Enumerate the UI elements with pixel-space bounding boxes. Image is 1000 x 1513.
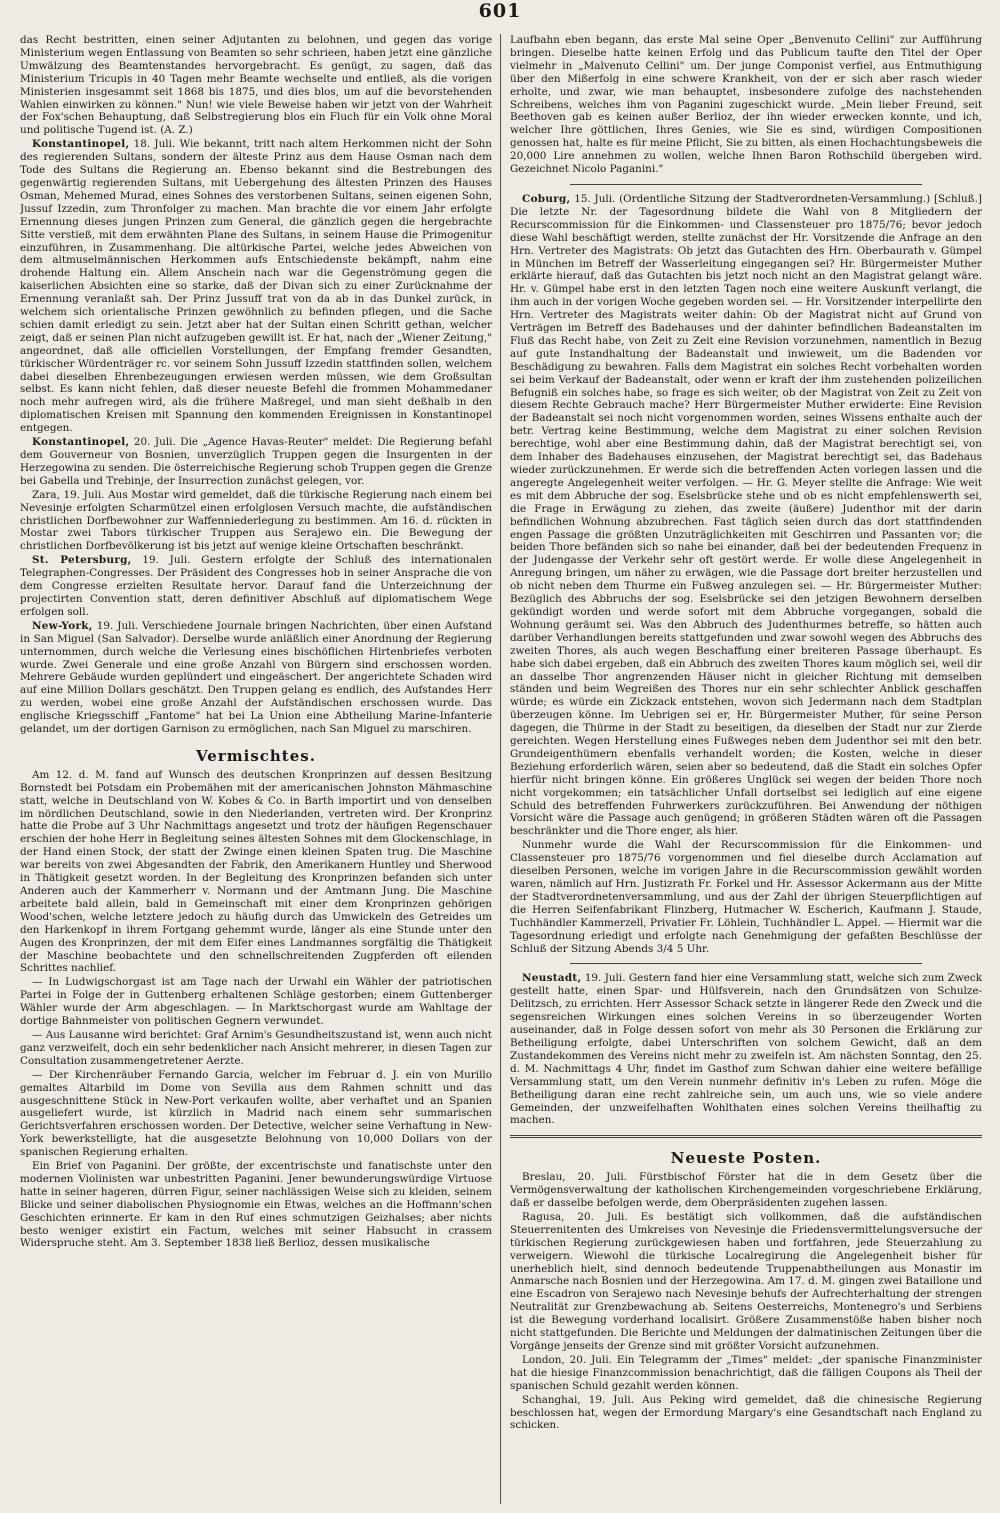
divider (510, 1135, 982, 1138)
dateline: Konstantinopel, (32, 436, 130, 449)
article-text: 19. Juli. Gestern fand hier eine Versammlung statt, welche sich zum Zweck gestellt hatte, einen Spar- und Hülfsverein, nach den Grundsätzen von Schulze-Delitzsch, zu errichten. Herr Assessor Schack setzte in längerer Rede den Zweck und die segensreichen Wirkungen eines solchen Vereins in so überzeugender Worten auseinander, daß in Folge dessen sofort von mehr als 30 Personen die Erklärung zur Betheiligung erfolgte, dabei Unterschriften von solchem Gewicht, daß an dem Zustandekommen des Vereins nicht mehr zu zweifeln ist. Am nächsten Sonntag, den 25. d. M. Nachmittags 4 Uhr, findet im Gasthof zum Schwan dahier eine weitere befällige Versammlung statt, um den Verein nunmehr definitiv in's Leben zu rufen. Möge die Betheiligung daran eine recht zahlreiche sein, um auch uns, wie so viele andere Gemeinden, der unzweifelhaften Wohlthaten eines solchen Vereins theilhaftig zu machen. (510, 972, 982, 1127)
article-paragraph: — In Ludwigschorgast ist am Tage nach der Urwahl ein Wähler der patriotischen Partei in Folge der in Guttenberg erhaltenen Schläge gestorben; einem Guttenberger Wähler wurde der Arm abgeschlagen. — In Marktschorgast wurde am Wahltage der dortige Bahnmeister von politischen Gegnern verwundet. (20, 976, 492, 1028)
right-column (501, 34, 982, 1504)
article-text: 18. Juli. Wie bekannt, tritt nach altem Herkommen nicht der Sohn des regierenden Sultans, sondern der älteste Prinz aus dem Hause Osman nach dem Tode des Sultans die Regierung an. Ebenso bekannt sind die Bestrebungen des gegenwärtig regierenden Sultans, mit Uebergehung des ältesten Prinzen des Hauses Osman, Mehemed Murad, eines Sohnes des verstorbenen Sultans, seinen eigenen Sohn, Jussuf Izzedin, zum Thronfolger zu machen. Man brachte die vor einem Jahr erfolgte Ernennung dieses jungen Prinzen zum General, die gänzlich gegen die hergebrachte Sitte verstieß, mit dem erwähnten Plane des Sultans, in seinem Hause die Primogenitur einzuführen, in Zusammenhang. Die altürkische Partei, welche jedes Abweichen von dem altmuselmännischen Herkommen aufs Entschiedenste bekämpft, nahm eine drohende Haltung ein. Allem Anschein nach war die Gegenströmung gegen die kaiserlichen Absichten eine so starke, daß der Divan sich zu einer Zurücknahme der Ernennung veranlaßt sah. Der Prinz Jussuff trat von da ab in das Dunkel zurück, in welchem sich orientalische Prinzen gewöhnlich zu befinden pflegen, und die Sache schien damit erledigt zu sein. Jetzt aber hat der Sultan einen Schritt gethan, welcher zeigt, daß er seinen Plan nicht aufzugeben gewillt ist. Er hat, nach der „Wiener Zeitung," angeordnet, daß alle officiellen Vorstellungen, der Empfang fremder Gesandten, türkischer Würdenträger rc. vor seinem Sohn Jussuff Izzedin stattfinden sollen, welchem dabei dieselben Ehrenbezeugungen erwiesen werden müssen, wie dem Großsultan selbst. Es kann nicht fehlen, daß dieser neueste Befehl die frommen Mohammedaner noch mehr aufregen wird, als die frühere Maßregel, und man sieht deßhalb in den diplomatischen Kreisen mit Spannung den kommenden Ereignissen in Konstantinopel entgegen. (20, 138, 492, 435)
article-paragraph: Schanghai, 19. Juli. Aus Peking wird gemeldet, daß die chinesische Regierung beschlossen hat, wegen der Ermordung Margary's eine Gesandtschaft nach England zu schicken. (510, 1393, 982, 1432)
article-st-petersburg (20, 554, 492, 619)
dateline: St. Petersburg, (32, 554, 132, 567)
article-paragraph: London, 20. Juli. Ein Telegramm der „Times" meldet: „der spanische Finanzminister hat die hiesige Finanzcommission benachrichtigt, daß die fälligen Coupons als Theil der spanischen Schuld gezahlt werden können. (510, 1353, 982, 1392)
article-konstantinopel-2 (20, 436, 492, 488)
article-paragraph: das Recht bestritten, einen seiner Adjutanten zu belohnen, und gegen das vorige Ministerium wegen Entlassung von Beamten so sehr schrieen, haben jetzt eine gänzliche Umwälzung des Beamtenstandes hervorgebracht. Es genügt, zu sagen, daß das Ministerium Tricupis in 40 Tagen mehr Beamte wechselte und entließ, als die vorigen Ministerien insgesammt seit 1868 bis 1875, und dies blos, um auf die bevorstehenden Wahlen einwirken zu können." Nun! wie viele Beweise haben wir jetzt von der Wahrheit der Fox'schen Behauptung, daß Selbstregierung blos ein Fluch für ein Volk ohne Moral und politische Tugend ist. (A. Z.) (20, 34, 492, 137)
dateline: Neustadt, (522, 972, 582, 985)
article-text: 15. Juli. (Ordentliche Sitzung der Stadtverordneten-Versammlung.) [Schluß.] Die letzte Nr. der Tagesordnung bildete die Wahl von 8 Mitgliedern der Recurscommission für die Einkommen- und Classensteuer pro 1875/76; bevor jedoch diese Wahl beschäftigt werden, stellte zunächst der Hr. Vorsitzende die Anfrage an den Hrn. Vertreter des Magistrats: Ob jetzt das Gutachten des Hrn. Oberbaurath v. Gümpel in München im Betreff der Wasserleitung eingegangen sei? Hr. Bürgermeister Muther erklärte hierauf, daß das Gutachten bis jetzt noch nicht an den Magistrat gelangt wäre. Hr. v. Gümpel habe erst in den letzten Tagen noch eine weitere Auskunft verlangt, die ihm auch in der vorigen Woche gegeben worden sei. — Hr. Vorsitzender interpellirte den Hrn. Vertreter des Magistrats weiter dahin: Ob der Magistrat nicht auf Grund von Verträgen im Betreff des Badehauses und der dahinter befindlichen Badeanstalten im Fluß das Recht habe, von Zeit zu Zeit eine Revision vorzunehmen, namentlich in Bezug auf gute Instandhaltung der Badeanstalt und inwieweit, um die Badenden vor Beschädigung zu bewahren. Falls dem Magistrat ein solches Recht vorbehalten worden sei beim Verkauf der Badeanstalt, oder wenn er kraft der ihm zustehenden polizeilichen Befugniß ein solches habe, so frage es sich weiter, ob der Magistrat von Zeit zu Zeit von diesem Rechte Gebrauch mache? Herr Bürgermeister Muther erwiderte: Eine Revision der Badeanstalt sei noch nicht vorgenommen worden, seines Wissens enthalte auch der betr. Vertrag keine Bestimmung, welche dem Magistrat zu einer solchen Revision berechtige, wohl aber eine Bestimmung dahin, daß der Magistrat berechtigt sei, von dem Inhaber des Badehauses einzusehen, der Magistrat berechtigt sei, das Badehaus wieder zurückzunehmen. Er werde sich die betreffenden Acten vorlegen lassen und die angeregte Angelegenheit weiter verfolgen. — Hr. G. Meyer stellte die Anfrage: Wie weit es mit dem Abbruche der sog. Eselsbrücke stehe und ob es nicht empfehlenswerth sei, die Frage in Erwägung zu ziehen, das zweite (äußere) Judenthor mit der darin befindlichen Wohnung abzubrechen. Fast täglich seien durch das dort stattfindenden engen Passage die größten Unzuträglichkeiten mit Geschirren und Passanten vor; die beiden Thore befänden sich so nahe bei einander, daß bei der bedeutenden Frequenz in der Judengasse der Verkehr sehr oft gestört werde. Er wolle diese Angelegenheit in Anregung bringen, um näher zu erwägen, wie die Passage dort breiter herzustellen und ob nicht neben dem Thurme ein Fußweg anzulegen sei. — Hr. Bürgermeister Muther: Bezüglich des Abbruchs der sog. Eselsbrücke sei den jetzigen Bewohnern derselben gekündigt worden und werde sofort mit dem Abbruche vorgegangen, sobald die Wohnung geräumt sei. Was den Abbruch des Judenthurmes betreffe, so hätten auch darüber Verhandlungen bereits stattgefunden und zwar sowohl wegen des Abbruchs des zweiten Thores, als auch wegen Beschaffung einer breiteren Passage überhaupt. Es habe sich dabei ergeben, daß ein Abbruch des zweiten Thores kaum möglich sei, weil dir an dasselbe Thor angrenzenden Häuser nicht in gleicher Richtung mit demselben ständen und beim Wegreißen des Thores nur ein sehr schlechter Anblick geschaffen würde; es würde ein Zickzack entstehen, wovon sich Jedermann nach dem Stadtplan überzeugen könne. Im Uebrigen sei er, Hr. Bürgermeister Muther, für seine Person dagegen, die Thürme in der Stadt zu beseitigen, da dieselben der Stadt nur zur Zierde gereichten. Wegen Herstellung eines Fußweges neben dem Judenthor sei mit den betr. Grundeigenthümern ebenfalls verhandelt worden; die Kosten, welche in dieser Beziehung erforderlich wären, seien aber so bedeutend, daß die Stadt ein solches Opfer hierfür nicht bringen könne. Ein größeres Unglück sei wegen der beiden Thore noch nicht vorgekommen; ein tatsächlicher Unfall dortselbst sei lediglich auf eine eigene Schuld des betreffenden Fuhrwerkers zurückzuführen. Bei Anwendung der nöthigen Vorsicht wäre die Passage auch genügend; in größeren Städten wären oft die Passagen beschränkter und die Thore enger, als hier. (510, 192, 982, 838)
article-paragraph: Ein Brief von Paganini. Der größte, der excentrischste und fanatischste unter den modernen Violinisten war unbestritten Paganini. Jener bewunderungswürdige Virtuose hatte in seiner hageren, dürren Figur, seiner nachlässigen Weise sich zu kleiden, seinem Blicke und seiner diabolischen Physiognomie ein Etwas, welches an die Hoffmann'schen Geschichten erinnerte. Er kam in den Ruf eines schmutzigen Geizhalses; aber nichts besto weniger existirt ein Factum, welches mit seiner Habsucht in crassem Widerspruche steht. Am 3. September 1838 ließ Berlioz, dessen musikalische (20, 1160, 492, 1250)
article-konstantinopel-1 (20, 138, 492, 435)
left-column (20, 34, 501, 1504)
article-paragraph: Nunmehr wurde die Wahl der Recurscommission für die Einkommen- und Classensteuer pro 1875/76 vorgenommen und fiel dieselbe durch Acclamation auf dieselben Personen, welche im vorigen Jahre in die Recurscommission gewählt worden waren, nämlich auf Hrn. Justizrath Fr. Forkel und Hr. Assessor Ackermann aus der Mitte der Stadtverordnetenversammlung, und aus der Zahl der übrigen Steuerpflichtigen auf die Herren Seifenfabrikant Flinzberg, Hutmacher W. Escherich, Kaufmann J. Staude, Tuchhändler Kammerzell, Privatier Fr. Löhlein, Tuchhändler L. Appel. — Hiermit war die Tagesordnung erledigt und erfolgte nach Genehmigung der gefaßten Beschlüsse der Schluß der Sitzung Abends 3/4 5 Uhr. (510, 839, 982, 955)
article-text: 19. Juli. Verschiedene Journale bringen Nachrichten, über einen Aufstand in San Miguel (San Salvador). Derselbe wurde anläßlich einer Anordnung der Regierung unternommen, durch welche die Verlesung eines bischöflichen Hirtenbriefes verboten wurde. Zwei Generale und eine große Anzahl von Bürgern sind erschossen worden. Mehrere Gebäude wurden geplündert und eingeäschert. Der angerichtete Schaden wird auf eine Million Dollars geschätzt. Den Truppen gelang es endlich, des Aufstandes Herr zu werden, wobei eine große Anzahl der Aufständischen erschossen wurde. Das englische Kriegsschiff „Fantome" hat bei La Union eine Abtheilung Marine-Infanterie gelandet, um der dortigen Garnison zu ermöglichen, nach San Miguel zu marschiren. (20, 619, 492, 736)
article-neustadt (510, 972, 982, 1127)
article-text: 19. Juli. Gestern erfolgte der Schluß des internationalen Telegraphen-Congresses. Der Präsident des Congresses hob in seiner Ansprache die von dem Congresse erzielten Resultate hervor. Darauf fand die Unterzeichnung der projectirten Convention statt, deren definitiver Abschluß auf diplomatischem Wege erfolgen soll. (20, 554, 492, 618)
article-paragraph: Laufbahn eben begann, das erste Mal seine Oper „Benvenuto Cellini" zur Aufführung bringen. Dieselbe hatte keinen Erfolg und das Publicum taufte den Titel der Oper vielmehr in „Malvenuto Cellini" um. Der junge Componist verfiel, aus Entmuthigung über den Mißerfolg in eine schwere Krankheit, von der er sich aber rasch wieder erholte, und zwar, wie man behauptet, insbesondere zufolge des nachstehenden Schreibens, welches ihm von Paganini zugeschickt wurde. „Mein lieber Freund, seit Beethoven gab es keinen außer Berlioz, der ihn wieder erwecken konnte, und ich, welcher Ihre göttlichen, Ihres Genies, wie Sie es sind, würdigen Compositionen genossen hat, halte es für meine Pflicht, Sie zu bitten, als einen Hochachtungsbeweis die 20,000 Lire annehmen zu wollen, welche Ihnen Baron Rothschild übergeben wird. Gezeichnet Nicolo Paganini." (510, 34, 982, 176)
page-number: 601 (478, 0, 522, 22)
divider (570, 184, 922, 185)
columns (20, 34, 982, 1504)
article-zara: Zara, 19. Juli. Aus Mostar wird gemeldet, daß die türkische Regierung nach einem bei Nevesinje erfolgten Scharmützel einen erfolglosen Versuch machte, die aufständischen christlichen Dorfbewohner zur Waffenniederlegung zu bestimmen. Am 16. d. rückten in Mostar zwei Tabors türkischer Truppen aus Serajewo ein. Die Bewegung der christlichen Dorfbevölkerung ist bis jetzt auf wenige kleine Ortschaften beschränkt. (20, 488, 492, 553)
article-new-york (20, 620, 492, 736)
divider (570, 963, 922, 964)
article-paragraph: Breslau, 20. Juli. Fürstbischof Förster hat die in dem Gesetz über die Vermögensverwaltung der katholischen Kirchengemeinden vorgeschriebene Erklärung, daß er dasselbe befolgen werde, dem Oberpräsidenten zugehen lassen. (510, 1171, 982, 1210)
article-paragraph: — Aus Lausanne wird berichtet: Graf Arnim's Gesundheitszustand ist, wenn auch nicht ganz verzweifelt, doch ein sehr bedenklicher nach Ansicht mehrerer, in diesen Tagen zur Consultation zusammengetretener Aerzte. (20, 1028, 492, 1067)
section-heading-vermischtes: Vermischtes. (196, 746, 316, 765)
article-paragraph: Am 12. d. M. fand auf Wunsch des deutschen Kronprinzen auf dessen Besitzung Bornstedt bei Potsdam ein Probemähen mit der americanischen Johnston Mähmaschine statt, welche in Deutschland von W. Kobes & Co. in Barth importirt und von denselben im nördlichen Deutschland, sowie in den Niederlanden, vertreten wird. Der Kronprinz hatte die Probe auf 3 Uhr Nachmittags angesetzt und trotz der häufigen Regenschauer erschien der hohe Herr in Begleitung seines ältesten Sohnes mit dem Glockenschlage, in der Hand einen Stock, der statt der Zwinge einen kleinen Spaten trug. Die Maschine war bereits von zwei Abgesandten der Fabrik, den Amerikanern Huntley und Sherwood in Thätigkeit gesetzt worden. In der Begleitung des Kronprinzen befanden sich unter Anderen auch der Kammerherr v. Normann und der Amtmann Jung. Die Maschine arbeitete bald allein, bald in Gemeinschaft mit einer dem Kronprinzen gehörigen Wood'schen, welche letztere jedoch zu häufig durch das Umwickeln des Getreides um den Harkenkopf in ihrem Fortgang gehemmt wurde, länger als eine Stunde unter den Augen des Kronprinzen, der mit dem Eifer eines Landmannes sorgfältig die Thätigkeit der Maschine beobachtete und den schnellschreitenden Zugpferden oft eilenden Schrittes nachlief. (20, 768, 492, 975)
article-paragraph: — Der Kirchenräuber Fernando Garcia, welcher im Februar d. J. ein von Murillo gemaltes Altarbild im Dome von Sevilla aus dem Rahmen schnitt und das ausgeschnittene Stück in New-Port verkaufen wollte, aber verhaftet und an Spanien ausgeliefert wurde, ist kürzlich in Madrid nach einem sehr summarischen Gerichtsverfahren erschossen worden. Der Detective, welcher seine Verhaftung in New-York bewerkstelligte, hat die ausgesetzte Belohnung von 10,000 Dollars von der spanischen Regierung erhalten. (20, 1068, 492, 1159)
article-coburg (510, 193, 982, 838)
dateline: Konstantinopel, (32, 138, 130, 151)
article-paragraph: Ragusa, 20. Juli. Es bestätigt sich vollkommen, daß die aufständischen Steuerrenitenten des Umkreises von Nevesinje die Friedensvermittelungsversuche der türkischen Regierung zurückgewiesen haben und fortfahren, jede Steuerzahlung zu verweigern. Wiewohl die türkische Localregirung die Angelegenheit bisher für unerheblich hielt, sind dennoch bedeutende Truppenabtheilungen aus Monastir im Anmarsche nach Bosnien und der Herzegowina. Am 17. d. M. gingen zwei Bataillone und eine Escadron von Serajewo nach Nevesinje behufs der Aufrechterhaltung der strengen Neutralität zur Grenzbewachung ab. Seitens Oesterreichs, Montenegro's und Serbiens ist die Bewegung vorderhand localisirt. Größere Zusammenstöße haben bisher noch nicht stattgefunden. Die Berichte und Meldungen der dalmatinischen Zeitungen über die Vorgänge jenseits der Grenze sind mit größter Vorsicht aufzunehmen. (510, 1210, 982, 1352)
article-text: 20. Juli. Die „Agence Havas-Reuter" meldet: Die Regierung befahl dem Gouverneur von Bosnien, unverzüglich Truppen gegen die Insurgenten in der Herzegowina zu senden. Die österreichische Regierung schob Truppen gegen die Grenze bei Gabella und Trebinje, der Insurrection zunächst gelegen, vor. (20, 436, 492, 487)
dateline: New-York, (32, 619, 93, 632)
section-heading-neueste-posten: Neueste Posten. (670, 1149, 822, 1168)
dateline: Coburg, (522, 192, 571, 205)
